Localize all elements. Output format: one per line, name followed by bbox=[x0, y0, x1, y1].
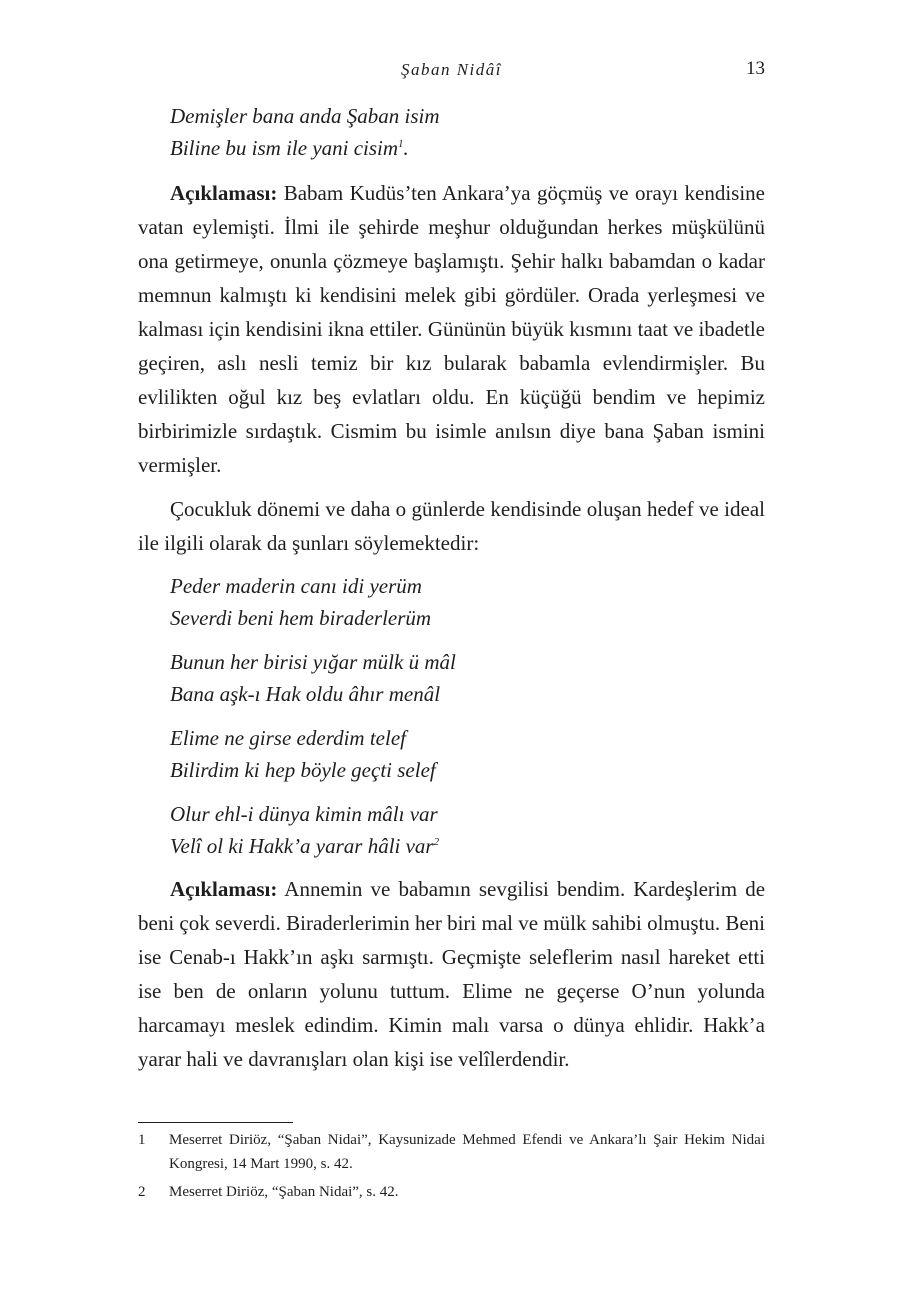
verse-line: Peder maderin canı idi yerüm bbox=[170, 574, 422, 598]
verse-line: Bana aşk-ı Hak oldu âhır menâl bbox=[170, 682, 441, 706]
verse-line: Severdi beni hem biraderlerüm bbox=[170, 606, 432, 630]
explanation-paragraph bbox=[138, 176, 765, 482]
body-text bbox=[138, 100, 765, 1086]
running-title: Şaban Nidâî bbox=[400, 60, 503, 79]
paragraph-lead: Açıklaması: bbox=[170, 181, 278, 205]
verse-couplet bbox=[170, 100, 765, 164]
verse-line bbox=[170, 830, 765, 862]
explanation-paragraph bbox=[138, 872, 765, 1076]
page-number: 13 bbox=[746, 58, 765, 79]
paragraph-text: Babam Kudüs’ten Ankara’ya göçmüş ve orayı kendisine vatan eylemişti. İlmi ile şehirde meşhur olduğundan herkes müşkülünü ona getirmeye, onunla çözmeye başlamıştı. Şehir halkı babamdan o kadar memnun kalmıştı ki kendisini melek gibi gördüler. Orada yerleşmesi ve kalması için kendisini ikna ettiler. Gününün büyük kısmını taat ve ibadetle geçiren, aslı nesli temiz bir kız bularak babamla evlendirmişler. Bu evlilikten oğul kız beş evlatları oldu. En küçüğü bendim ve hepimiz birbirimizle sırdaştık. Cismim bu isimle anılsın diye bana Şaban ismini vermişler. bbox=[138, 181, 765, 477]
footnote-divider bbox=[138, 1122, 293, 1123]
footnote-text: Meserret Diriöz, “Şaban Nidai”, s. 42. bbox=[169, 1184, 399, 1200]
verse-line-text: Biline bu ism ile yani cisim bbox=[170, 136, 399, 160]
intro-paragraph: Çocukluk dönemi ve daha o günlerde kendisinde oluşan hedef ve ideal ile ilgili olarak da şunları söylemektedir: bbox=[138, 497, 765, 555]
verse-line-end: . bbox=[403, 136, 409, 160]
verse-line: Bilirdim ki hep böyle geçti selef bbox=[170, 758, 436, 782]
verse-line-text: Velî ol ki Hakk’a yarar hâli var bbox=[170, 834, 434, 858]
verse-line bbox=[170, 132, 765, 164]
footnote-number: 1 bbox=[138, 1132, 146, 1148]
paragraph-lead: Açıklaması: bbox=[170, 877, 278, 901]
footnote-ref: 2 bbox=[433, 836, 440, 848]
verse-line: Demişler bana anda Şaban isim bbox=[170, 104, 440, 128]
footnote bbox=[138, 1128, 765, 1176]
footnote-ref: 1 bbox=[398, 138, 404, 150]
footnote bbox=[138, 1180, 765, 1204]
verse-couplet bbox=[170, 570, 765, 634]
verse-line: Elime ne girse ederdim telef bbox=[170, 726, 406, 750]
verse-couplet bbox=[170, 722, 765, 786]
footnotes bbox=[138, 1128, 765, 1208]
verse-couplet bbox=[170, 798, 765, 862]
footnote-text: Meserret Diriöz, “Şaban Nidai”, Kaysunizade Mehmed Efendi ve Ankara’lı Şair Hekim Nidai Kongresi, 14 Mart 1990, s. 42. bbox=[169, 1132, 765, 1172]
paragraph-text: Annemin ve babamın sevgilisi bendim. Kardeşlerim de beni çok severdi. Biraderlerimin her biri mal ve mülk sahibi olmuştu. Beni ise Cenab-ı Hakk’ın aşkı sarmıştı. Geçmişte seleflerim nasıl hareket etti ise ben de onların yolunu tuttum. Elime ne geçerse O’nun yolunda harcamayı meslek edindim. Kimin malı varsa o dünya ehlidir. Hakk’a yarar hali ve davranışları olan kişi ise velîlerdendir. bbox=[138, 877, 766, 1071]
footnote-number: 2 bbox=[138, 1184, 146, 1200]
verse-couplet bbox=[170, 646, 765, 710]
verse-line: Olur ehl-i dünya kimin mâlı var bbox=[170, 802, 438, 826]
running-header bbox=[138, 58, 765, 86]
verse-line: Bunun her birisi yığar mülk ü mâl bbox=[170, 650, 456, 674]
